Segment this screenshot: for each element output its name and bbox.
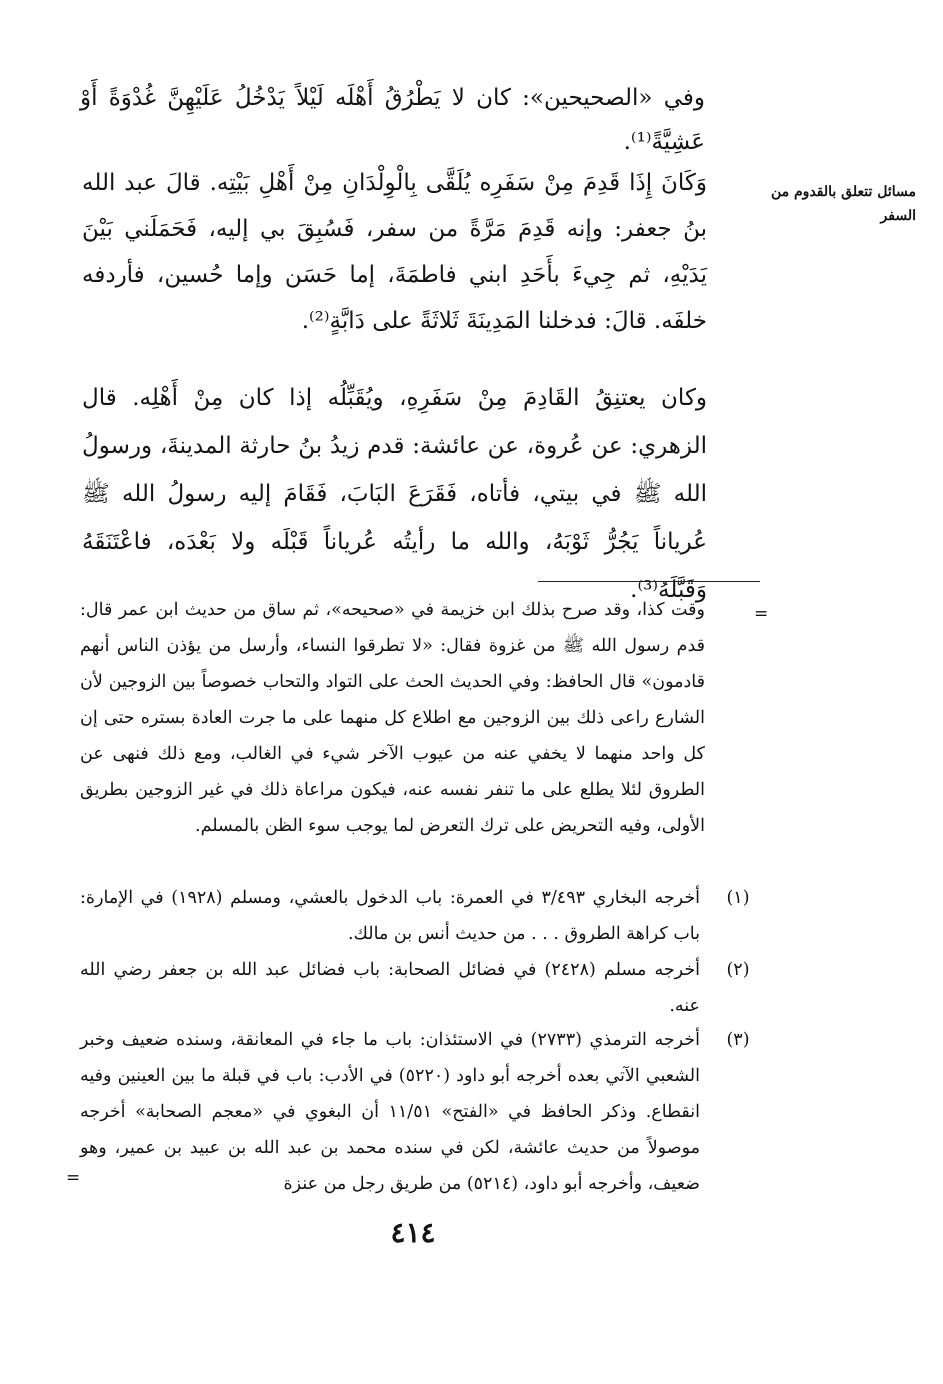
footnote-continuation: وقت كذا، وقد صرح بذلك ابن خزيمة في «صحيحه»، ثم ساق من حديث ابن عمر قال: قدم رسول الله ﷺ من غزوة فقال: «لا تطرقوا النساء، وأرسل من يؤذن الناس أنهم قادمون» قال الحافظ: وفي الحديث الحث على التواد والتحاب خصوصاً بين الزوجين لأن الشارع راعى ذلك بين الزوجين مع اطلاع كل منهما على ما جرت العادة بستره حتى إن كل واحد منهما لا يخفي عنه من عيوب الآخر شيء في الغالب، ومع ذلك فنهى عن الطروق لئلا يطلع على ما تنفر نفسه عنه، فيكون مراعاة ذلك في غير الزوجين بطريق الأولى، وفيه التحريض على ترك التعرض لما يوجب سوء الظن بالمسلم. — [80, 600, 705, 836]
continued-mark: = — [66, 1168, 81, 1188]
margin-note: مسائل تتعلق بالقدوم من السفر — [770, 184, 916, 224]
footnote-3 — [80, 1022, 760, 1202]
footnote-text: أخرجه الترمذي (٢٧٣٣) في الاستئذان: باب ما جاء في المعانقة، وسنده ضعيف وخبر الشعبي الآتي بعده أخرجه أبو داود (٥٢٢٠) في الأدب: باب في قبلة ما بين العينين وفيه انقطاع. وذكر الحافظ في «الفتح» ١١/٥١ أن البغوي في «معجم الصحابة» أخرجه موصولاً من حديث عائشة، لكن في سنده محمد بن عبد الله بن عبيد بن عمير، وهو ضعيف، وأخرجه أبو داود، (٥٢١٤) من طريق رجل من عنزة — [80, 1030, 700, 1194]
main-paragraph-3: وكان يعتنِقُ القَادِمَ مِنْ سَفَرِهِ، ويُقَبِّلُه إذا كان مِنْ أَهْلِه. قال الزهري: عن عُروة، عن عائشة: قدم زيدُ بنُ حارثة المدينةَ، ورسولُ الله ﷺ في بيتي، فأتاه، فَقَرَعَ البَابَ، فَقَامَ إليه رسولُ الله ﷺ عُرياناً يَجُرُّ ثَوْبَهُ، والله ما رأيتُه عُرياناً قَبْلَه ولا بَعْدَه، فاعْتَنَقَهُ وَقَبَّلَهُ⁽³⁾. — [82, 385, 707, 603]
footnote-1 — [80, 880, 760, 952]
footnote-number: (٢) — [726, 960, 750, 980]
footnote-number: (١) — [726, 888, 750, 908]
footnote-number: (٣) — [726, 1030, 750, 1050]
continuation-mark: = — [754, 604, 769, 624]
footnote-2 — [80, 952, 760, 1024]
footnote-divider — [538, 581, 760, 582]
page-number: ٤١٤ — [390, 1216, 436, 1249]
main-paragraph-1: وفي «الصحيحين»: كان لا يَطْرُقُ أَهْلَه لَيْلاً يَدْخُلُ عَلَيْهِنَّ غُدْوَةً أَوْ عَشِيَّةً⁽¹⁾. — [80, 85, 705, 155]
footnote-text: أخرجه البخاري ٣/٤٩٣ في العمرة: باب الدخول بالعشي، ومسلم (١٩٢٨) في الإمارة: باب كراهة الطروق . . . من حديث أنس بن مالك. — [80, 888, 700, 944]
footnote-text: أخرجه مسلم (٢٤٢٨) في فضائل الصحابة: باب فضائل عبد الله بن جعفر رضي الله عنه. — [80, 960, 701, 1016]
main-paragraph-2: وَكَانَ إِذَا قَدِمَ مِنْ سَفَرِه يُلَقَّى بِالْوِلْدَانِ مِنْ أَهْلِ بَيْتِه. قالَ عبد الله بنُ جعفر: وإنه قَدِمَ مَرَّةً من سفر، فَسُبِقَ بي إليه، فَحَمَلَني بَيْنَ يَدَيْهِ، ثم جِيءَ بأَحَدِ ابني فاطمَةَ، إما حَسَن وإما حُسين، فأردفه خلفَه. قالَ: فدخلنا المَدِينَةَ ثَلاثَةً على دَابَّةٍ⁽²⁾. — [82, 170, 707, 334]
